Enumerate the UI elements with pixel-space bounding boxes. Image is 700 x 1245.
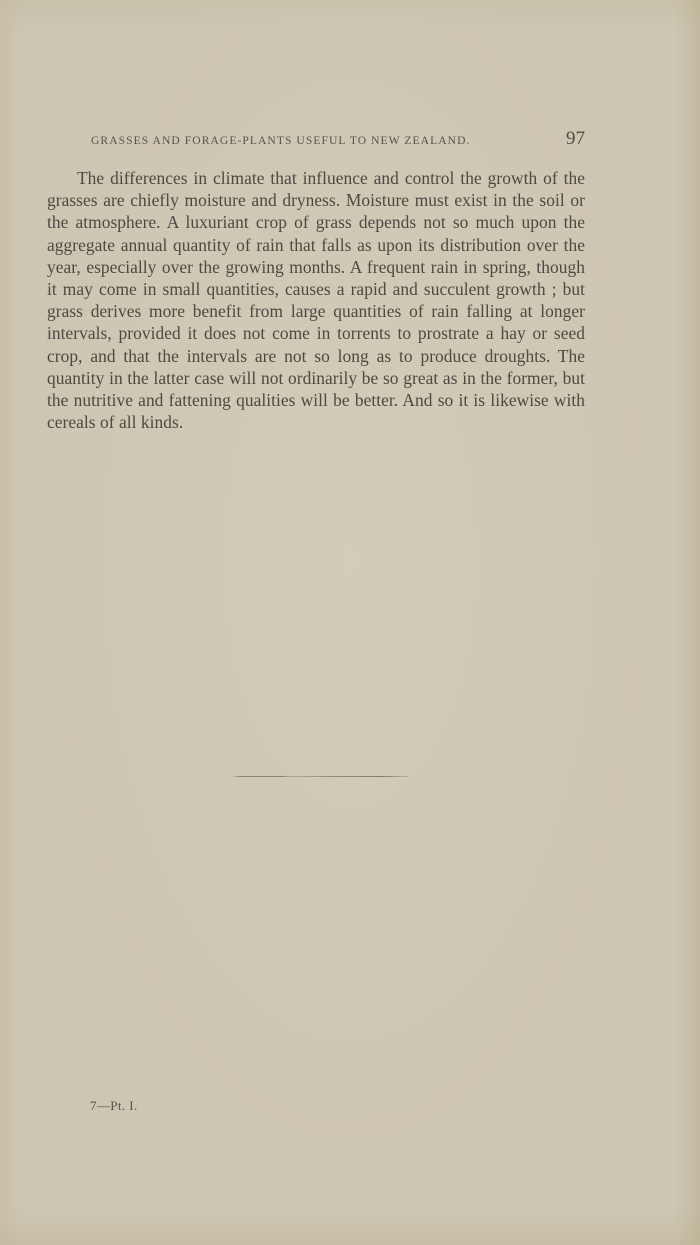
running-head xyxy=(91,128,585,152)
printer-signature-mark: 7—Pt. I. xyxy=(90,1098,138,1113)
section-end-rule xyxy=(232,776,408,777)
page-number: 97 xyxy=(566,128,585,149)
running-title: GRASSES AND FORAGE-PLANTS USEFUL TO NEW ZEALAND. xyxy=(91,134,471,147)
body-paragraph: The differences in climate that influence and control the growth of the grasses are chiefly moisture and dryness. Moisture must exist in the soil or the atmosphere. A luxuriant crop of grass depends not so much upon the aggregate annual quantity of rain that falls as upon its distribution over the year, especially over the growing months. A frequent rain in spring, though it may come in small quantities, causes a rapid and succulent growth ; but grass derives more benefit from large quantities of rain falling at longer intervals, provided it does not come in torrents to prostrate a hay or seed crop, and that the intervals are not so long as to produce droughts. The quantity in the latter case will not ordinarily be so great as in the former, but the nutritive and fattening qualities will be better. And so it is likewise with cereals of all kinds. xyxy=(47,168,585,433)
